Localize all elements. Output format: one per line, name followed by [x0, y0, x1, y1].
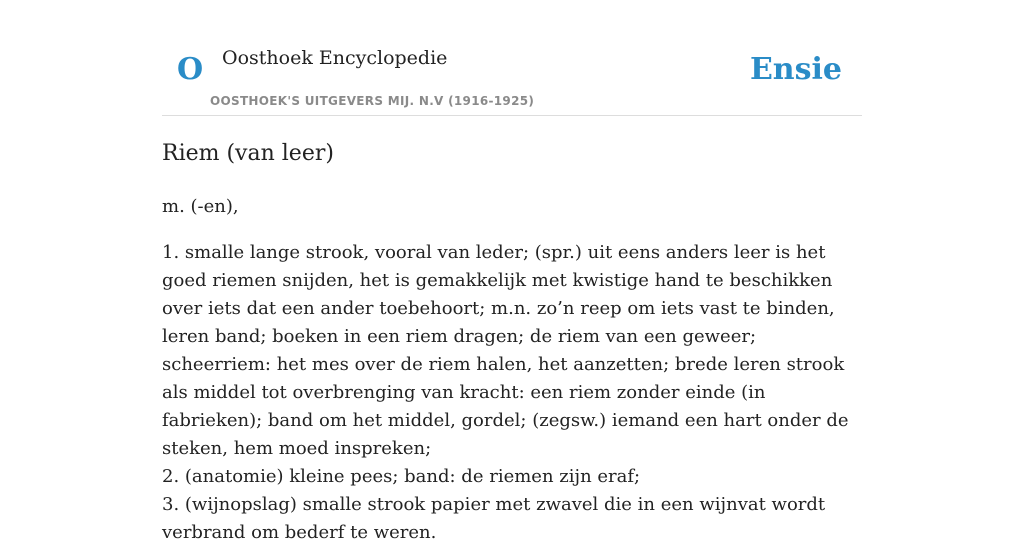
definition-item: 3. (wijnopslag) smalle strook papier met zwavel die in een wijnvat wordt verbrand om bederf te weren. — [162, 494, 826, 543]
content-container — [162, 0, 862, 543]
definition-item: 1. smalle lange strook, vooral van leder; (spr.) uit eens anders leer is het goed riemen snijden, het is gemakkelijk met kwistige hand te beschikken over iets dat een ander toebehoort; m.n. zo’n reep om iets vast te binden, leren band; boeken in een riem dragen; de riem van een geweer; scheerriem: het mes over de riem halen, het aanzetten; brede leren strook als middel tot overbrenging van kracht: een riem zonder einde (in fabrieken); band om het middel, gordel; (zegsw.) iemand een hart onder de steken, hem moed inspreken; — [162, 242, 849, 459]
book-title-link[interactable]: Oosthoek Encyclopedie — [222, 47, 448, 69]
book-logo-letter[interactable]: O — [177, 52, 204, 87]
entry-title: Riem (van leer) — [162, 141, 334, 166]
definitions-list — [162, 239, 862, 547]
publisher-label: OOSTHOEK'S UITGEVERS MIJ. N.V (1916-1925) — [210, 94, 535, 108]
definition-item: 2. (anatomie) kleine pees; band: de riemen zijn eraf; — [162, 466, 641, 487]
grammar-note: m. (-en), — [162, 196, 239, 217]
ensie-logo[interactable]: Ensie — [749, 52, 842, 87]
header — [162, 0, 862, 116]
